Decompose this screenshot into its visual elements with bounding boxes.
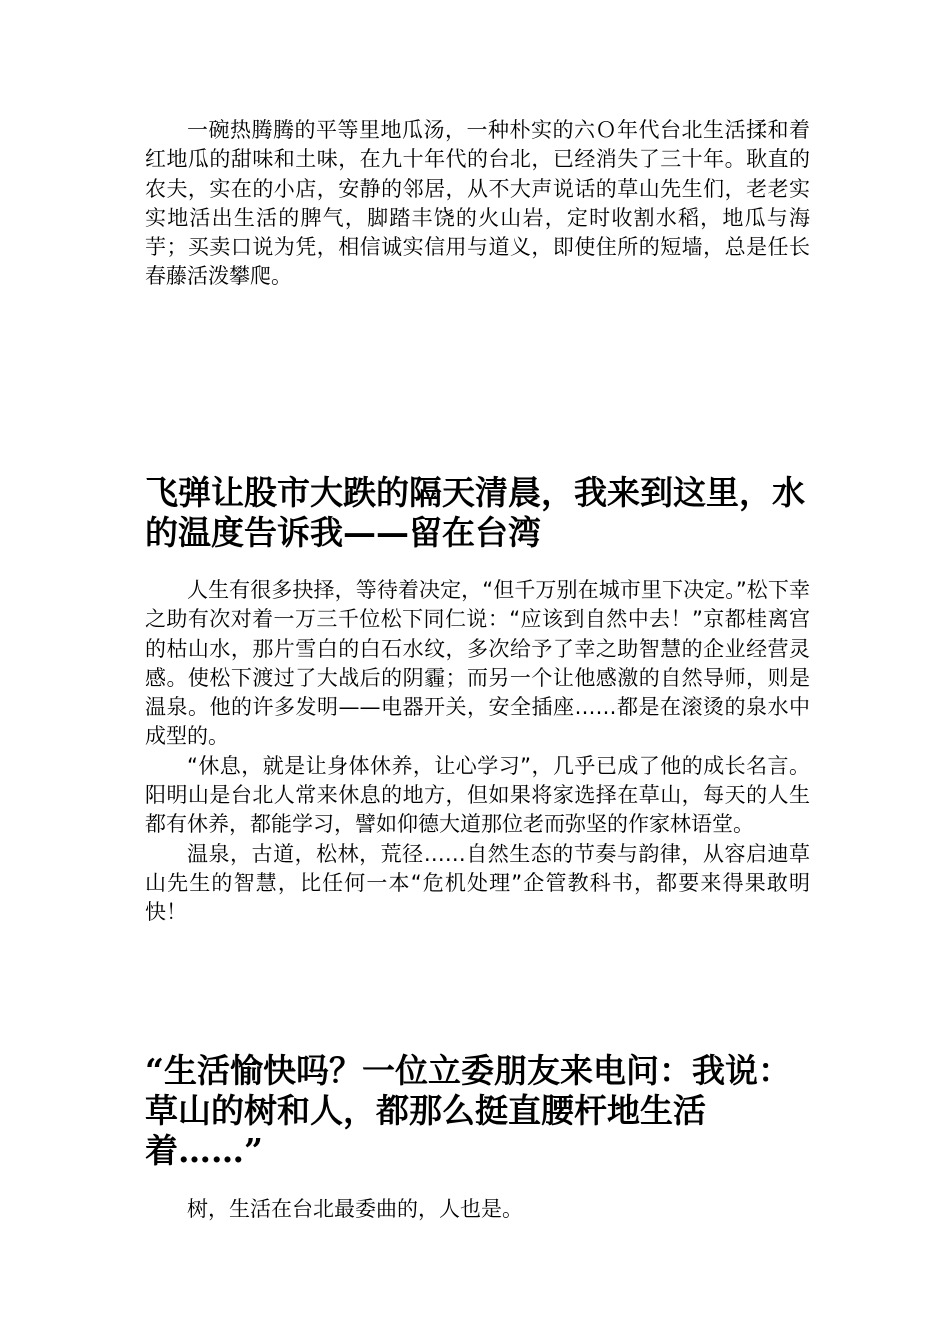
section-body [145, 576, 810, 928]
body-paragraph: “休息，就是让身体休养，让心学习”，几乎已成了他的成长名言。阳明山是台北人常来休息的地方，但如果将家选择在草山，每天的人生都有休养，都能学习，譬如仰德大道那位老而弥坚的作家林语堂。 [145, 753, 810, 837]
body-paragraph: 一碗热腾腾的平等里地瓜汤，一种朴实的六Ｏ年代台北生活揉和着红地瓜的甜味和土味，在九十年代的台北，已经消失了三十年。耿直的农夫，实在的小店，安静的邻居，从不大声说话的草山先生们，老老实实地活出生活的脾气，脚踏丰饶的火山岩，定时收割水稻，地瓜与海芋；买卖口说为凭，相信诚实信用与道义，即使住所的短墙，总是任长春藤活泼攀爬。 [145, 118, 810, 289]
body-paragraph: 树，生活在台北最委曲的，人也是。 [187, 1197, 523, 1221]
section-heading: 飞弹让股市大跌的隔天清晨，我来到这里，水的温度告诉我——留在台湾 [145, 473, 805, 552]
body-paragraph: 人生有很多抉择，等待着决定，“但千万别在城市里下决定。”松下幸之助有次对着一万三千位松下同仁说：“应该到自然中去！”京都桂离宫的枯山水，那片雪白的白石水纹，多次给予了幸之助智慧的企业经营灵感。使松下渡过了大战后的阴霾；而另一个让他感激的自然导师，则是温泉。他的许多发明——电器开关，安全插座……都是在滚烫的泉水中成型的。 [145, 578, 810, 749]
body-paragraph: 温泉，古道，松林，荒径……自然生态的节奏与韵律，从容启迪草山先生的智慧，比任何一本“危机处理”企管教科书，都要来得果敢明快！ [145, 841, 810, 925]
section-heading: “生活愉快吗？一位立委朋友来电问：我说：草山的树和人，都那么挺直腰杆地生活着……” [145, 1051, 791, 1170]
